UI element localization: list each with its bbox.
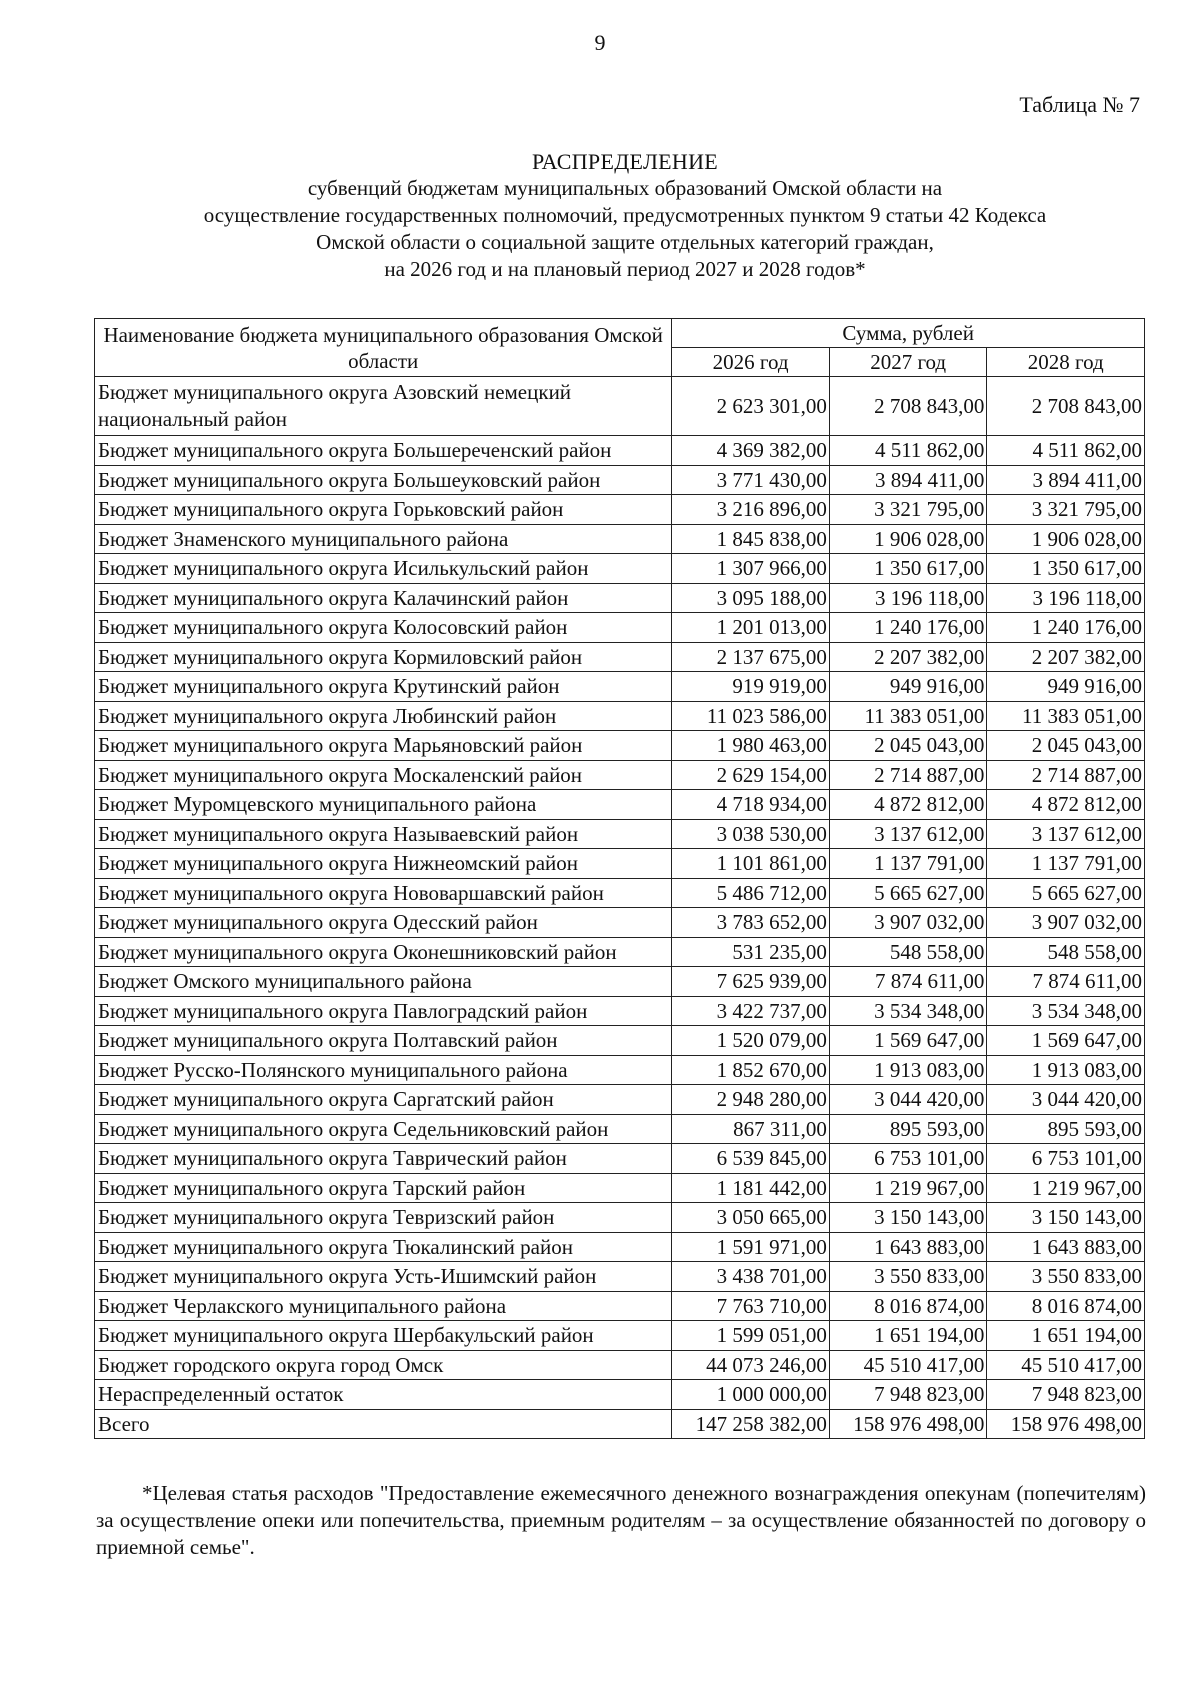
amount-2028-cell: 1 651 194,00: [987, 1321, 1145, 1351]
budget-name-cell: Бюджет муниципального округа Оконешниковский район: [95, 937, 672, 967]
amount-2028-cell: 7 948 823,00: [987, 1380, 1145, 1410]
amount-2027-cell: 2 708 843,00: [829, 377, 987, 436]
budget-name-cell: Бюджет муниципального округа Колосовский район: [95, 613, 672, 643]
budget-name-cell: Бюджет муниципального округа Исилькульский район: [95, 554, 672, 584]
amount-2026-cell: 1 520 079,00: [672, 1026, 830, 1056]
amount-2027-cell: 548 558,00: [829, 937, 987, 967]
budget-name-cell: Бюджет муниципального округа Нижнеомский район: [95, 849, 672, 879]
amount-2028-cell: 7 874 611,00: [987, 967, 1145, 997]
amount-2027-cell: 3 137 612,00: [829, 819, 987, 849]
sum-column-header: Сумма, рублей: [672, 319, 1145, 348]
budget-name-cell: Бюджет Муромцевского муниципального района: [95, 790, 672, 820]
table-row: [95, 996, 1145, 1026]
table-row: [95, 642, 1145, 672]
year-2028-header: 2028 год: [987, 348, 1145, 377]
subventions-table: [94, 318, 1145, 1439]
table-row: [95, 1085, 1145, 1115]
year-2027-header: 2027 год: [829, 348, 987, 377]
amount-2026-cell: 531 235,00: [672, 937, 830, 967]
budget-name-cell: Бюджет муниципального округа Нововаршавский район: [95, 878, 672, 908]
page-number: 9: [594, 30, 606, 55]
heading-line-2: осуществление государственных полномочий, предусмотренных пунктом 9 статьи 42 Кодекса: [203, 203, 1047, 227]
amount-2026-cell: 3 438 701,00: [672, 1262, 830, 1292]
table-row: [95, 1026, 1145, 1056]
table-row: [95, 908, 1145, 938]
heading-line-1: субвенций бюджетам муниципальных образований Омской области на: [307, 176, 943, 200]
budget-name-cell: Бюджет муниципального округа Седельниковский район: [95, 1114, 672, 1144]
amount-2026-cell: 3 783 652,00: [672, 908, 830, 938]
budget-name-cell: Бюджет муниципального округа Любинский район: [95, 701, 672, 731]
table-row: [95, 1203, 1145, 1233]
amount-2026-cell: 147 258 382,00: [672, 1409, 830, 1439]
amount-2026-cell: 867 311,00: [672, 1114, 830, 1144]
amount-2027-cell: 7 948 823,00: [829, 1380, 987, 1410]
table-row: [95, 849, 1145, 879]
amount-2027-cell: 1 913 083,00: [829, 1055, 987, 1085]
amount-2027-cell: 3 534 348,00: [829, 996, 987, 1026]
table-row: [95, 1291, 1145, 1321]
amount-2028-cell: 3 150 143,00: [987, 1203, 1145, 1233]
amount-2027-cell: 3 196 118,00: [829, 583, 987, 613]
amount-2027-cell: 3 550 833,00: [829, 1262, 987, 1292]
amount-2027-cell: 5 665 627,00: [829, 878, 987, 908]
amount-2026-cell: 7 625 939,00: [672, 967, 830, 997]
amount-2026-cell: 1 980 463,00: [672, 731, 830, 761]
amount-2026-cell: 1 101 861,00: [672, 849, 830, 879]
amount-2028-cell: 3 534 348,00: [987, 996, 1145, 1026]
amount-2026-cell: 3 422 737,00: [672, 996, 830, 1026]
budget-name-cell: Бюджет городского округа город Омск: [95, 1350, 672, 1380]
amount-2028-cell: 4 872 812,00: [987, 790, 1145, 820]
amount-2028-cell: 3 550 833,00: [987, 1262, 1145, 1292]
budget-name-cell: Бюджет муниципального округа Кормиловский район: [95, 642, 672, 672]
table-row: [95, 1321, 1145, 1351]
amount-2027-cell: 6 753 101,00: [829, 1144, 987, 1174]
budget-name-cell: Бюджет муниципального округа Марьяновский район: [95, 731, 672, 761]
amount-2026-cell: 6 539 845,00: [672, 1144, 830, 1174]
amount-2028-cell: 548 558,00: [987, 937, 1145, 967]
amount-2028-cell: 1 569 647,00: [987, 1026, 1145, 1056]
budget-name-cell: Бюджет Черлакского муниципального района: [95, 1291, 672, 1321]
table-row: [95, 1055, 1145, 1085]
amount-2028-cell: 3 196 118,00: [987, 583, 1145, 613]
document-heading: [0, 148, 1200, 283]
budget-name-cell: Бюджет муниципального округа Шербакульский район: [95, 1321, 672, 1351]
amount-2028-cell: 3 044 420,00: [987, 1085, 1145, 1115]
budget-name-cell: Нераспределенный остаток: [95, 1380, 672, 1410]
amount-2027-cell: 3 907 032,00: [829, 908, 987, 938]
amount-2027-cell: 3 321 795,00: [829, 495, 987, 525]
amount-2027-cell: 4 872 812,00: [829, 790, 987, 820]
table-row: [95, 819, 1145, 849]
budget-name-cell: Бюджет муниципального округа Таврический район: [95, 1144, 672, 1174]
amount-2027-cell: 7 874 611,00: [829, 967, 987, 997]
amount-2028-cell: 6 753 101,00: [987, 1144, 1145, 1174]
amount-2026-cell: 5 486 712,00: [672, 878, 830, 908]
table-row: [95, 731, 1145, 761]
amount-2028-cell: 8 016 874,00: [987, 1291, 1145, 1321]
amount-2026-cell: 3 771 430,00: [672, 465, 830, 495]
amount-2026-cell: 1 000 000,00: [672, 1380, 830, 1410]
amount-2028-cell: 2 714 887,00: [987, 760, 1145, 790]
amount-2028-cell: 1 350 617,00: [987, 554, 1145, 584]
year-2026-header: 2026 год: [672, 348, 830, 377]
heading-title: РАСПРЕДЕЛЕНИЕ: [531, 149, 719, 174]
amount-2027-cell: 1 651 194,00: [829, 1321, 987, 1351]
amount-2026-cell: 1 852 670,00: [672, 1055, 830, 1085]
amount-2026-cell: 1 181 442,00: [672, 1173, 830, 1203]
amount-2028-cell: 895 593,00: [987, 1114, 1145, 1144]
budget-name-cell: Бюджет муниципального округа Павлоградский район: [95, 996, 672, 1026]
amount-2027-cell: 1 643 883,00: [829, 1232, 987, 1262]
budget-name-cell: Бюджет Омского муниципального района: [95, 967, 672, 997]
amount-2027-cell: 2 207 382,00: [829, 642, 987, 672]
table-row: [95, 878, 1145, 908]
amount-2027-cell: 2 045 043,00: [829, 731, 987, 761]
table-row: [95, 554, 1145, 584]
budget-name-cell: Бюджет муниципального округа Саргатский район: [95, 1085, 672, 1115]
amount-2026-cell: 3 038 530,00: [672, 819, 830, 849]
footnote: *Целевая статья расходов "Предоставление ежемесячного денежного вознаграждения опекунам (попечителям) за осуществление опеки или попечительства, приемным родителям – за осуществление обязанностей по договору о приемной семье".: [96, 1481, 1146, 1559]
table-row: [95, 377, 1145, 436]
table-row: [95, 1350, 1145, 1380]
table-row: [95, 1173, 1145, 1203]
table-row: [95, 790, 1145, 820]
amount-2028-cell: 4 511 862,00: [987, 436, 1145, 466]
amount-2028-cell: 1 240 176,00: [987, 613, 1145, 643]
amount-2028-cell: 2 207 382,00: [987, 642, 1145, 672]
amount-2027-cell: 3 894 411,00: [829, 465, 987, 495]
amount-2028-cell: 11 383 051,00: [987, 701, 1145, 731]
table-row: [95, 495, 1145, 525]
budget-name-cell: Бюджет муниципального округа Тюкалинский район: [95, 1232, 672, 1262]
amount-2027-cell: 949 916,00: [829, 672, 987, 702]
amount-2026-cell: 3 216 896,00: [672, 495, 830, 525]
budget-name-cell: Бюджет муниципального округа Тарский район: [95, 1173, 672, 1203]
budget-name-cell: Бюджет муниципального округа Горьковский район: [95, 495, 672, 525]
heading-line-3: Омской области о социальной защите отдельных категорий граждан,: [316, 230, 934, 254]
table-row: [95, 583, 1145, 613]
amount-2028-cell: 3 137 612,00: [987, 819, 1145, 849]
amount-2027-cell: 1 219 967,00: [829, 1173, 987, 1203]
amount-2027-cell: 4 511 862,00: [829, 436, 987, 466]
table-body: [95, 377, 1145, 1439]
table-row: [95, 613, 1145, 643]
amount-2026-cell: 2 629 154,00: [672, 760, 830, 790]
table-row: [95, 465, 1145, 495]
budget-name-cell: Бюджет муниципального округа Большереченский район: [95, 436, 672, 466]
table-row: [95, 672, 1145, 702]
budget-name-cell: Бюджет муниципального округа Москаленский район: [95, 760, 672, 790]
amount-2026-cell: 3 095 188,00: [672, 583, 830, 613]
budget-name-cell: Бюджет муниципального округа Одесский район: [95, 908, 672, 938]
amount-2026-cell: 1 307 966,00: [672, 554, 830, 584]
table-row: [95, 967, 1145, 997]
budget-name-cell: Всего: [95, 1409, 672, 1439]
amount-2028-cell: 1 643 883,00: [987, 1232, 1145, 1262]
budget-name-cell: Бюджет муниципального округа Калачинский район: [95, 583, 672, 613]
amount-2026-cell: 7 763 710,00: [672, 1291, 830, 1321]
amount-2028-cell: 3 907 032,00: [987, 908, 1145, 938]
budget-name-cell: Бюджет муниципального округа Называевский район: [95, 819, 672, 849]
amount-2026-cell: 3 050 665,00: [672, 1203, 830, 1233]
table-row: [95, 524, 1145, 554]
amount-2027-cell: 45 510 417,00: [829, 1350, 987, 1380]
amount-2026-cell: 2 137 675,00: [672, 642, 830, 672]
amount-2027-cell: 11 383 051,00: [829, 701, 987, 731]
amount-2026-cell: 919 919,00: [672, 672, 830, 702]
amount-2028-cell: 158 976 498,00: [987, 1409, 1145, 1439]
table-row: [95, 1262, 1145, 1292]
amount-2028-cell: 1 137 791,00: [987, 849, 1145, 879]
amount-2028-cell: 1 219 967,00: [987, 1173, 1145, 1203]
amount-2026-cell: 2 948 280,00: [672, 1085, 830, 1115]
amount-2026-cell: 44 073 246,00: [672, 1350, 830, 1380]
amount-2026-cell: 1 845 838,00: [672, 524, 830, 554]
name-column-header: Наименование бюджета муниципального образования Омской области: [95, 319, 672, 377]
budget-name-cell: Бюджет муниципального округа Крутинский район: [95, 672, 672, 702]
heading-line-4: на 2026 год и на плановый период 2027 и 2028 годов*: [384, 257, 866, 281]
amount-2028-cell: 1 913 083,00: [987, 1055, 1145, 1085]
amount-2027-cell: 8 016 874,00: [829, 1291, 987, 1321]
amount-2028-cell: 2 045 043,00: [987, 731, 1145, 761]
table-row: [95, 1380, 1145, 1410]
amount-2028-cell: 2 708 843,00: [987, 377, 1145, 436]
budget-name-cell: Бюджет муниципального округа Полтавский район: [95, 1026, 672, 1056]
amount-2026-cell: 11 023 586,00: [672, 701, 830, 731]
budget-name-cell: Бюджет муниципального округа Тевризский район: [95, 1203, 672, 1233]
amount-2027-cell: 1 137 791,00: [829, 849, 987, 879]
amount-2026-cell: 1 201 013,00: [672, 613, 830, 643]
amount-2027-cell: 1 350 617,00: [829, 554, 987, 584]
amount-2027-cell: 3 044 420,00: [829, 1085, 987, 1115]
table-row: [95, 701, 1145, 731]
amount-2028-cell: 45 510 417,00: [987, 1350, 1145, 1380]
amount-2027-cell: 1 906 028,00: [829, 524, 987, 554]
table-row: [95, 760, 1145, 790]
budget-name-cell: Бюджет муниципального округа Азовский немецкий национальный район: [95, 377, 672, 436]
amount-2026-cell: 4 369 382,00: [672, 436, 830, 466]
budget-name-cell: Бюджет Русско-Полянского муниципального района: [95, 1055, 672, 1085]
amount-2028-cell: 5 665 627,00: [987, 878, 1145, 908]
amount-2028-cell: 1 906 028,00: [987, 524, 1145, 554]
amount-2026-cell: 4 718 934,00: [672, 790, 830, 820]
budget-name-cell: Бюджет муниципального округа Большеуковский район: [95, 465, 672, 495]
table-label: Таблица № 7: [1019, 92, 1140, 117]
amount-2027-cell: 1 569 647,00: [829, 1026, 987, 1056]
amount-2027-cell: 2 714 887,00: [829, 760, 987, 790]
amount-2028-cell: 949 916,00: [987, 672, 1145, 702]
table-row: [95, 937, 1145, 967]
table-row: [95, 1409, 1145, 1439]
amount-2027-cell: 158 976 498,00: [829, 1409, 987, 1439]
amount-2028-cell: 3 321 795,00: [987, 495, 1145, 525]
table-row: [95, 436, 1145, 466]
amount-2026-cell: 1 599 051,00: [672, 1321, 830, 1351]
amount-2028-cell: 3 894 411,00: [987, 465, 1145, 495]
amount-2027-cell: 895 593,00: [829, 1114, 987, 1144]
amount-2026-cell: 1 591 971,00: [672, 1232, 830, 1262]
amount-2026-cell: 2 623 301,00: [672, 377, 830, 436]
budget-name-cell: Бюджет Знаменского муниципального района: [95, 524, 672, 554]
table-row: [95, 1114, 1145, 1144]
amount-2027-cell: 3 150 143,00: [829, 1203, 987, 1233]
amount-2027-cell: 1 240 176,00: [829, 613, 987, 643]
budget-name-cell: Бюджет муниципального округа Усть-Ишимский район: [95, 1262, 672, 1292]
table-row: [95, 1232, 1145, 1262]
table-row: [95, 1144, 1145, 1174]
